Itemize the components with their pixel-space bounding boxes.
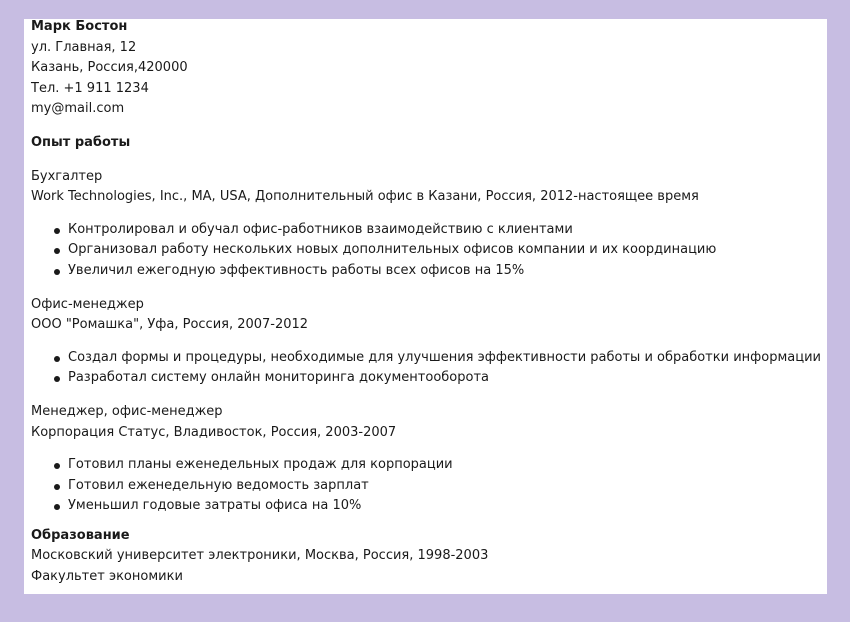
job-company: ООО "Ромашка", Уфа, Россия, 2007-2012 (31, 317, 309, 333)
education-institution: Московский университет электроники, Москва, Россия, 1998-2003 (31, 548, 489, 564)
duty-item (68, 496, 827, 517)
resume-page (24, 19, 827, 594)
duties-list (31, 220, 827, 282)
duty-text: Разработал систему онлайн мониторинга документооборота (68, 370, 489, 386)
education-faculty: Факультет экономики (31, 569, 183, 585)
bullet-icon (54, 248, 60, 254)
duty-item (68, 476, 827, 497)
job-company: Корпорация Статус, Владивосток, Россия, 2003-2007 (31, 424, 397, 440)
duty-item (68, 368, 827, 389)
address-street: ул. Главная, 12 (31, 39, 137, 55)
duty-text: Готовил еженедельную ведомость зарплат (68, 477, 369, 493)
duty-text: Готовил планы еженедельных продаж для корпорации (68, 457, 453, 473)
duty-text: Организовал работу нескольких новых дополнительных офисов компании и их координацию (68, 242, 717, 258)
email-address: my@mail.com (31, 101, 125, 117)
job-position: Офис-менеджер (31, 296, 144, 312)
bullet-icon (54, 376, 60, 382)
duty-text: Уменьшил годовые затраты офиса на 10% (68, 498, 362, 514)
job-entry (31, 402, 827, 517)
phone-number: Тел. +1 911 1234 (31, 80, 149, 96)
job-company: Work Technologies, Inc., MA, USA, Дополнительный офис в Казани, Россия, 2012-настоящее время (31, 189, 699, 205)
education-heading: Образование (31, 527, 130, 543)
address-city: Казань, Россия,420000 (31, 60, 188, 76)
job-entry (31, 295, 827, 389)
duty-text: Создал формы и процедуры, необходимые для улучшения эффективности работы и обработки информации (68, 349, 821, 365)
duties-list (31, 455, 827, 517)
job-position: Бухгалтер (31, 168, 103, 184)
duty-item (68, 455, 827, 476)
bullet-icon (54, 484, 60, 490)
duty-item (68, 348, 827, 369)
duties-list (31, 348, 827, 389)
duty-item (68, 220, 827, 241)
job-entry (31, 167, 827, 282)
job-position: Менеджер, офис-менеджер (31, 403, 223, 419)
experience-heading: Опыт работы (31, 134, 131, 150)
bullet-icon (54, 463, 60, 469)
bullet-icon (54, 228, 60, 234)
duty-item (68, 261, 827, 282)
bullet-icon (54, 356, 60, 362)
duty-text: Контролировал и обучал офис-работников взаимодействию с клиентами (68, 221, 573, 237)
person-name: Марк Бостон (31, 19, 128, 34)
duty-text: Увеличил ежегодную эффективность работы всех офисов на 15% (68, 262, 525, 278)
bullet-icon (54, 269, 60, 275)
duty-item (68, 240, 827, 261)
bullet-icon (54, 504, 60, 510)
